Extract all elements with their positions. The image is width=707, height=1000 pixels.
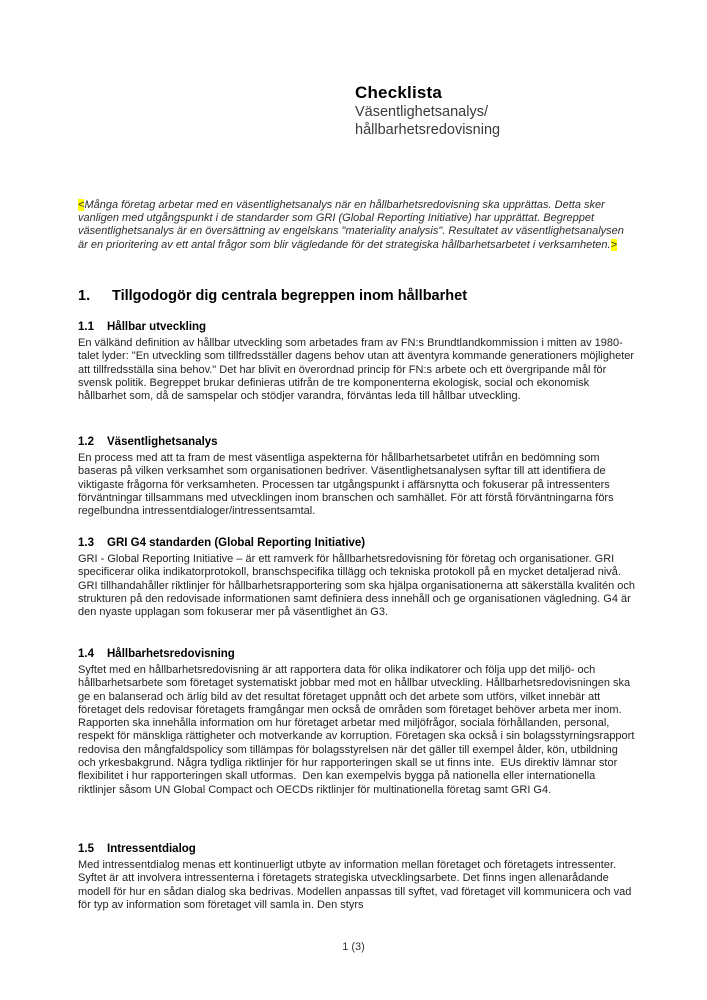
letterhead	[355, 82, 500, 139]
subsection-1-4-number: 1.4	[78, 648, 94, 660]
subsection-1-2-body: En process med att ta fram de mest väsentliga aspekterna för hållbarhetsarbetet utifrån en bedömning som baseras på vilken verksamhet som organisationen bedriver. Väsentlighetsanalysen syftar till att identifiera de viktigaste frågorna för verksamheten. Processen tar utgångspunkt i affärsnytta och fokuserar på intressenters förväntningar tillsammans med utvecklingen inom branschen och samhället. För att förstå förväntningarna förs regelbundna intressentdialoger/intressentsamtal.	[78, 452, 617, 518]
subsection-1-4-title: Hållbarhetsredovisning	[107, 648, 235, 660]
subsection-1-5	[78, 843, 636, 912]
subtitle-line-2: hållbarhetsredovisning	[355, 122, 501, 138]
subsection-1-3-title: GRI G4 standarden (Global Reporting Initiative)	[107, 537, 366, 549]
subsection-1-3-body: GRI - Global Reporting Initiative – är ett ramverk för hållbarhetsredovisning för företag och organisationer. GRI specificerar olika indikatorprotokoll, branschspecifika tillägg och tekniska protokoll på en mycket detaljerad nivå. GRI tillhandahåller riktlinjer för hållbarhetsrapportering som ska hjälpa organisationerna att säkerställa kvalitén och strukturen på den redovisade informationen samt definiera dess innehåll och ge organisationen vägledning. G4 är den nyaste upplagan som fokuserar mer på väsentlighet än G3.	[78, 553, 639, 619]
subsection-1-5-title: Intressentdialog	[107, 843, 196, 855]
subsection-1-5-body: Med intressentdialog menas ett kontinuerligt utbyte av information mellan företaget och företagets intressenter. Syftet är att involvera intressenterna i företagets strategiska utvecklingsarbete. Det finns ingen allenarådande modell för hur en sådan dialog ska bedrivas. Modellen anpassas till syftet, vad företaget vill kommunicera och vad för typ av information som företaget vill samla in. Den styrs	[78, 859, 635, 911]
subsection-1-5-number: 1.5	[78, 843, 94, 855]
subsection-1-1-heading	[78, 321, 636, 333]
intro-paragraph	[78, 199, 636, 252]
section-1-heading	[78, 288, 636, 304]
subsection-1-1-number: 1.1	[78, 321, 94, 333]
subsection-1-1-title: Hållbar utveckling	[107, 321, 207, 333]
section-1-title: Tillgodogör dig centrala begreppen inom hållbarhet	[112, 288, 468, 304]
section-1-number: 1.	[78, 288, 91, 304]
subsection-1-1	[78, 321, 636, 403]
subsection-1-1-body: En välkänd definition av hållbar utveckling som arbetades fram av FN:s Brundtlandkommission i mitten av 1980-talet lyder: "En utveckling som tillfredsställer dagens behov utan att äventyra kommande generationers möjligheter att tillfredsställa sina behov." Det har blivit en överordnad princip för FN:s arbete och ett övergripande mål för svensk politik. Begreppet brukar definieras utifrån de tre komponenterna ekologisk, social och ekonomisk hållbarhet som, då de samspelar och stödjer varandra, förväntas leda till hållbar utveckling.	[78, 337, 638, 403]
highlight-open-bracket: <	[78, 199, 85, 211]
subsection-1-5-heading	[78, 843, 636, 855]
page-title: Checklista	[355, 83, 443, 102]
highlight-close-bracket: >	[610, 238, 617, 251]
subsection-1-2-title: Väsentlighetsanalys	[107, 436, 218, 448]
subsection-1-2	[78, 436, 636, 518]
subsection-1-3	[78, 537, 639, 619]
intro-text: Många företag arbetar med en väsentlighetsanalys när en hållbarhetsredovisning ska upprättas. Detta sker vanligen med utgångspunkt i de standarder som GRI (Global Reporting Initiative) har upprättat. Begreppet väsentlighetsanalys är en översättning av engelskans "materiality analysis". Resultatet av väsentlighetsanalysen är en prioritering av ett antal frågor som blir vägledande för det strategiska hållbarhetsarbetet i verksamheten.	[78, 199, 624, 251]
subsection-1-4-body: Syftet med en hållbarhetsredovisning är att rapportera data för olika indikatorer och följa upp det miljö- och hållbarhetsarbete som företaget systematiskt jobbar med mot en hållbar utveckling. Hållbarhetsredovisningen ska ge en balanserad och ärlig bild av det resultat företaget uppnått och det arbete som utförs, vilket innebär att företaget dels redovisar företagets framgångar men också de områden som företaget behöver arbeta mer inom. Rapporten ska innehålla information om hur företaget arbetar med miljöfrågor, sociala förhållanden, personal, respekt för mänskliga rättigheter och motverkande av korruption. Företagen ska också i sin bolagsstyrningsrapport redovisa den mångfaldspolicy som tillämpas för bolagsstyrelsen när det gäller till exempel ålder, kön, utbildning och yrkesbakgrund. Några tydliga riktlinjer för hur rapporteringen skall se ut finns inte. EUs direktiv lämnar stor flexibilitet i hur rapporteringen skall utformas. Den kan exempelvis bygga på nationella eller internationella riktlinjer såsom UN Global Compact och OECDs riktlinjer för multinationella företag samt GRI G4.	[78, 664, 638, 796]
subtitle-line-1: Väsentlighetsanalys/	[355, 104, 488, 120]
subsection-1-4	[78, 648, 636, 797]
page-number: 1 (3)	[342, 941, 365, 953]
subsection-1-3-number: 1.3	[78, 537, 94, 549]
subsection-1-2-heading	[78, 436, 636, 448]
subsection-1-3-heading	[78, 537, 636, 549]
subsection-1-2-number: 1.2	[78, 436, 94, 448]
subsection-1-4-heading	[78, 648, 636, 660]
